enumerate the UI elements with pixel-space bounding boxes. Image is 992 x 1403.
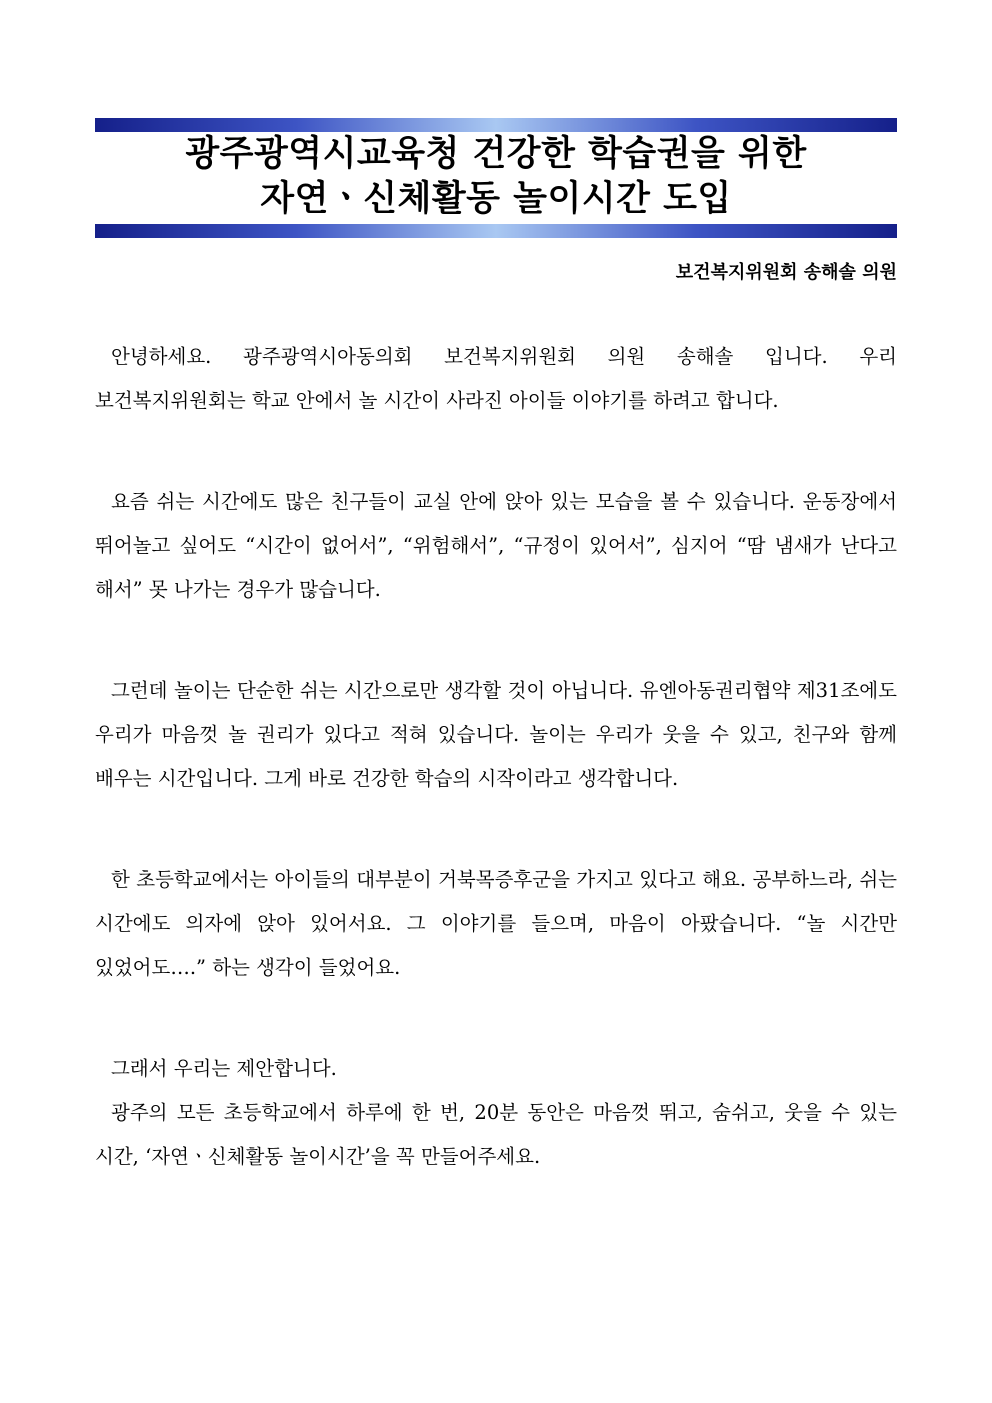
document-title <box>95 132 897 224</box>
title-line-2: 자연ㆍ신체활동 놀이시간 도입 <box>260 179 732 219</box>
paragraph-4: 한 초등학교에서는 아이들의 대부분이 거북목증후군을 가지고 있다고 해요. 공부하느라, 쉬는 시간에도 의자에 앉아 있어서요. 그 이야기를 들으며, 마음이 아팠습니다. “놀 시간만 있었어도….” 하는 생각이 들었어요. <box>95 868 897 979</box>
paragraph-1: 안녕하세요. 광주광역시아동의회 보건복지위원회 의원 송해솔 입니다. 우리 보건복지위원회는 학교 안에서 놀 시간이 사라진 아이들 이야기를 하려고 합니다. <box>95 345 897 412</box>
document-body <box>95 335 897 1179</box>
title-top-bar <box>95 118 897 132</box>
paragraph-3: 그런데 놀이는 단순한 쉬는 시간으로만 생각할 것이 아닙니다. 유엔아동권리협약 제31조에도 우리가 마음껏 놀 권리가 있다고 적혀 있습니다. 놀이는 우리가 웃을 수 있고, 친구와 함께 배우는 시간입니다. 그게 바로 건강한 학습의 시작이라고 생각합니다. <box>95 679 897 790</box>
title-bottom-bar <box>95 224 897 238</box>
paragraph-5: 그래서 우리는 제안합니다. <box>111 1057 337 1080</box>
author-line: 보건복지위원회 송해솔 의원 <box>675 262 897 283</box>
paragraph-6: 광주의 모든 초등학교에서 하루에 한 번, 20분 동안은 마음껏 뛰고, 숨쉬고, 웃을 수 있는 시간, ‘자연ㆍ신체활동 놀이시간’을 꼭 만들어주세요. <box>95 1101 897 1168</box>
title-line-1: 광주광역시교육청 건강한 학습권을 위한 <box>185 134 807 174</box>
paragraph-2: 요즘 쉬는 시간에도 많은 친구들이 교실 안에 앉아 있는 모습을 볼 수 있습니다. 운동장에서 뛰어놀고 싶어도 “시간이 없어서”, “위험해서”, “규정이 있어서”, 심지어 “땀 냄새가 난다고 해서” 못 나가는 경우가 많습니다. <box>95 490 897 601</box>
